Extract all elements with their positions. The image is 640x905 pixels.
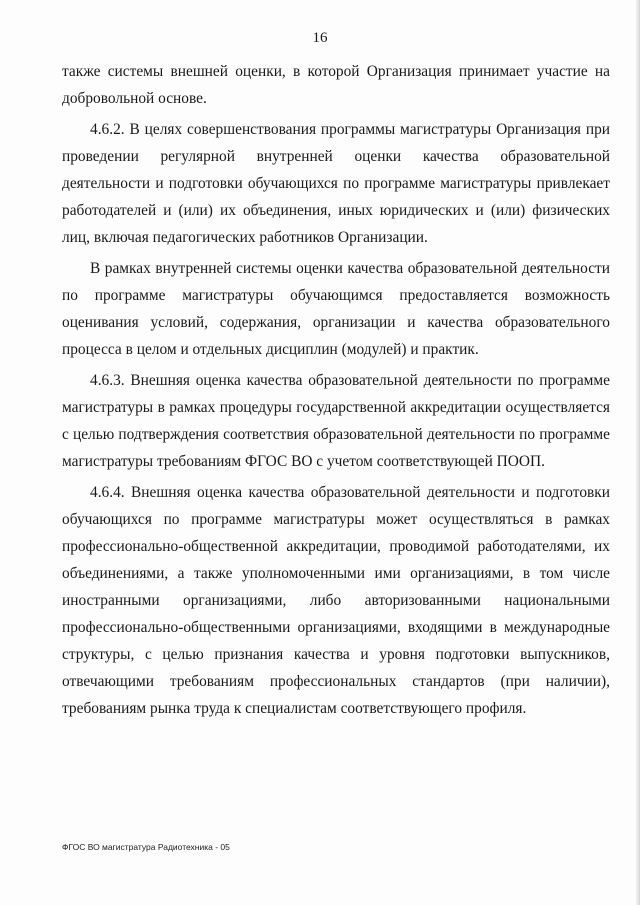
page-footer: ФГОС ВО магистратура Радиотехника - 05 [62,842,230,852]
scan-edge [636,0,639,905]
paragraph-internal-assessment: В рамках внутренней системы оценки качества образовательной деятельности по программе магистратуры обучающимся предоставляется возможность оценивания условий, содержания, организации и качества образовательного процесса в целом и отдельных дисциплин (модулей) и практик. [62,260,610,358]
paragraph-4-6-2: 4.6.2. В целях совершенствования программы магистратуры Организация при проведении регулярной внутренней оценки качества образовательной деятельности и подготовки обучающихся по программе магистратуры привлекает работодателей и (или) их объединения, иных юридических и (или) физических лиц, включая педагогических работников Организации. [62,121,610,246]
paragraph-4-6-4: 4.6.4. Внешняя оценка качества образовательной деятельности и подготовки обучающихся по программе магистратуры может осуществляться в рамках профессионально-общественной аккредитации, проводимой работодателями, их объединениями, а также уполномоченными ими организациями, в том числе иностранными организациями, либо авторизованными национальными профессионально-общественными организациями, входящими в международные структуры, с целью признания качества и уровня подготовки выпускников, отвечающими требованиям профессиональных стандартов (при наличии), требованиям рынка труда к специалистам соответствующего профиля. [62,484,610,717]
paragraph-4-6-3: 4.6.3. Внешняя оценка качества образовательной деятельности по программе магистратуры в рамках процедуры государственной аккредитации осуществляется с целью подтверждения соответствия образовательной деятельности по программе магистратуры требованиям ФГОС ВО с учетом соответствующей ПООП. [62,372,610,470]
page-number: 16 [312,30,328,46]
document-body [62,58,610,722]
paragraph-continuation: также системы внешней оценки, в которой Организация принимает участие на добровольной основе. [62,63,610,107]
